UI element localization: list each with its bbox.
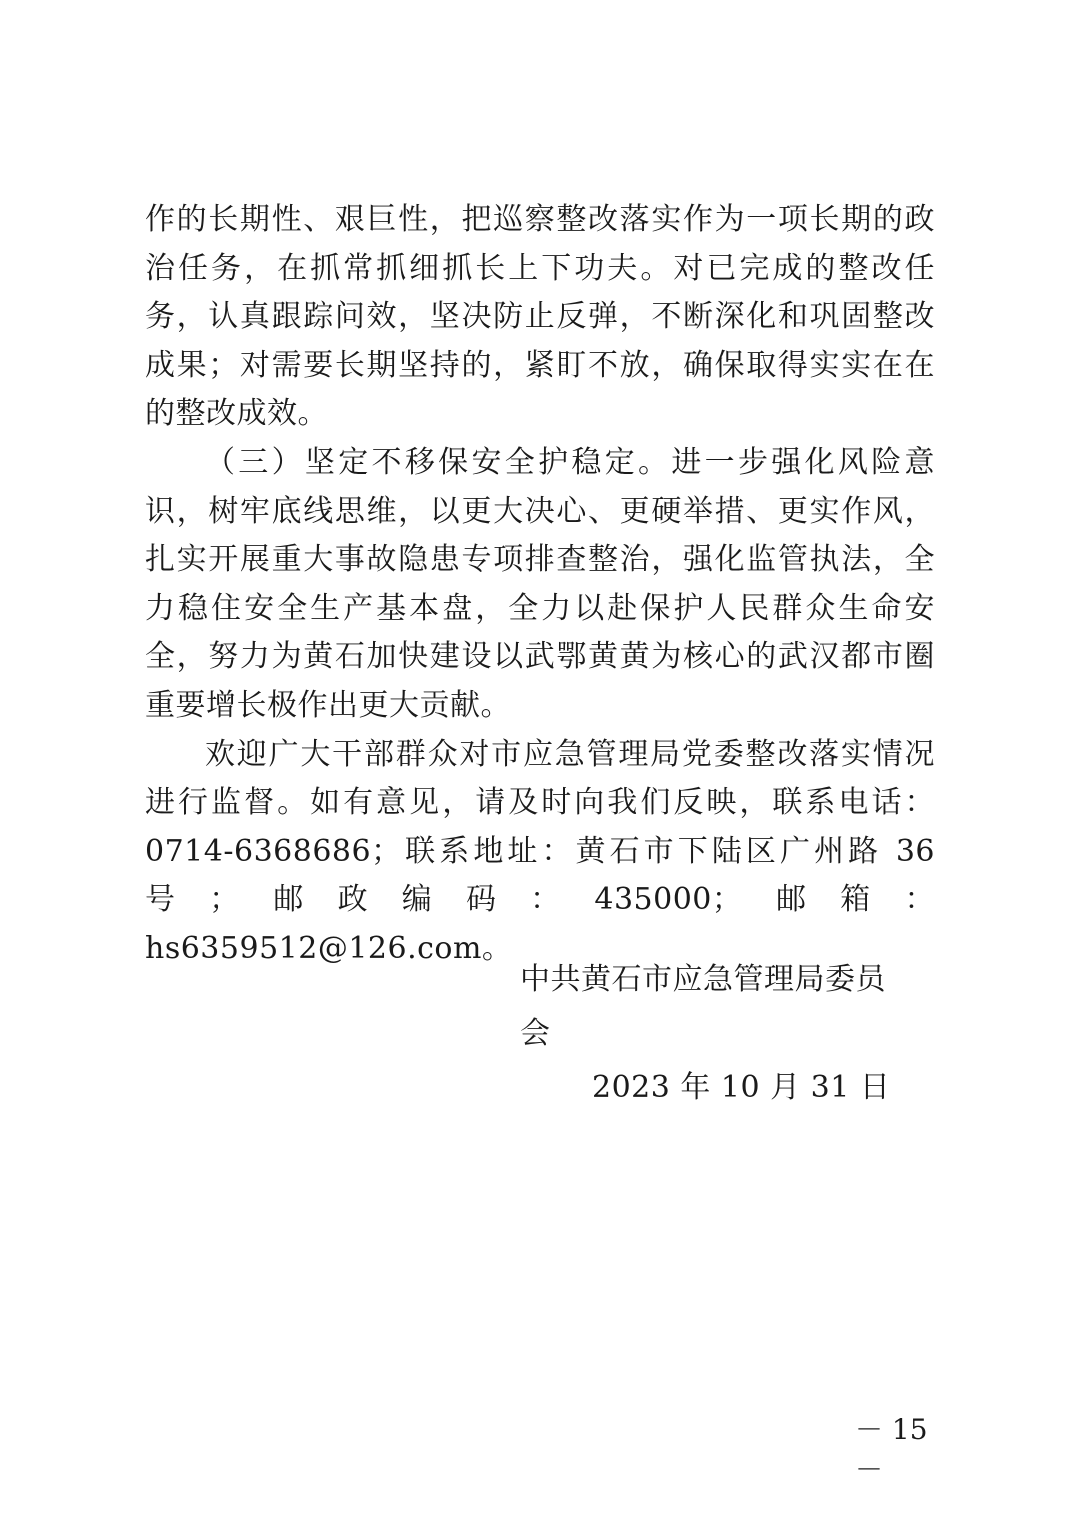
signature-date: 2023 年 10 月 31 日 (592, 1070, 891, 1105)
paragraph-contact-info: 欢迎广大干部群众对市应急管理局党委整改落实情况进行监督。如有意见，请及时向我们反映，联系电话：0714-6368686；联系地址：黄石市下陆区广州路 36 号；邮政编码：435000；邮箱：hs6359512@126.com。 (145, 736, 935, 966)
paragraph-continuation: 作的长期性、艰巨性，把巡察整改落实作为一项长期的政治任务，在抓常抓细抓长上下功夫。对已完成的整改任务，认真跟踪问效，坚决防止反弹，不断深化和巩固整改成果；对需要长期坚持的，紧盯不放，确保取得实实在在的整改成效。 (145, 202, 935, 432)
paragraph-section-three: （三）坚定不移保安全护稳定。进一步强化风险意识，树牢底线思维，以更大决心、更硬举措、更实作风，扎实开展重大事故隐患专项排查整治，强化监管执法，全力稳住安全生产基本盘，全力以赴保护人民群众生命安全，努力为黄石加快建设以武鄂黄黄为核心的武汉都市圈重要增长极作出更大贡献。 (145, 444, 935, 723)
page-number: － 15 － (855, 1413, 928, 1486)
body-text (145, 196, 935, 974)
signature-block (520, 953, 900, 1115)
signature-organization: 中共黄石市应急管理局委员会 (520, 962, 886, 1051)
